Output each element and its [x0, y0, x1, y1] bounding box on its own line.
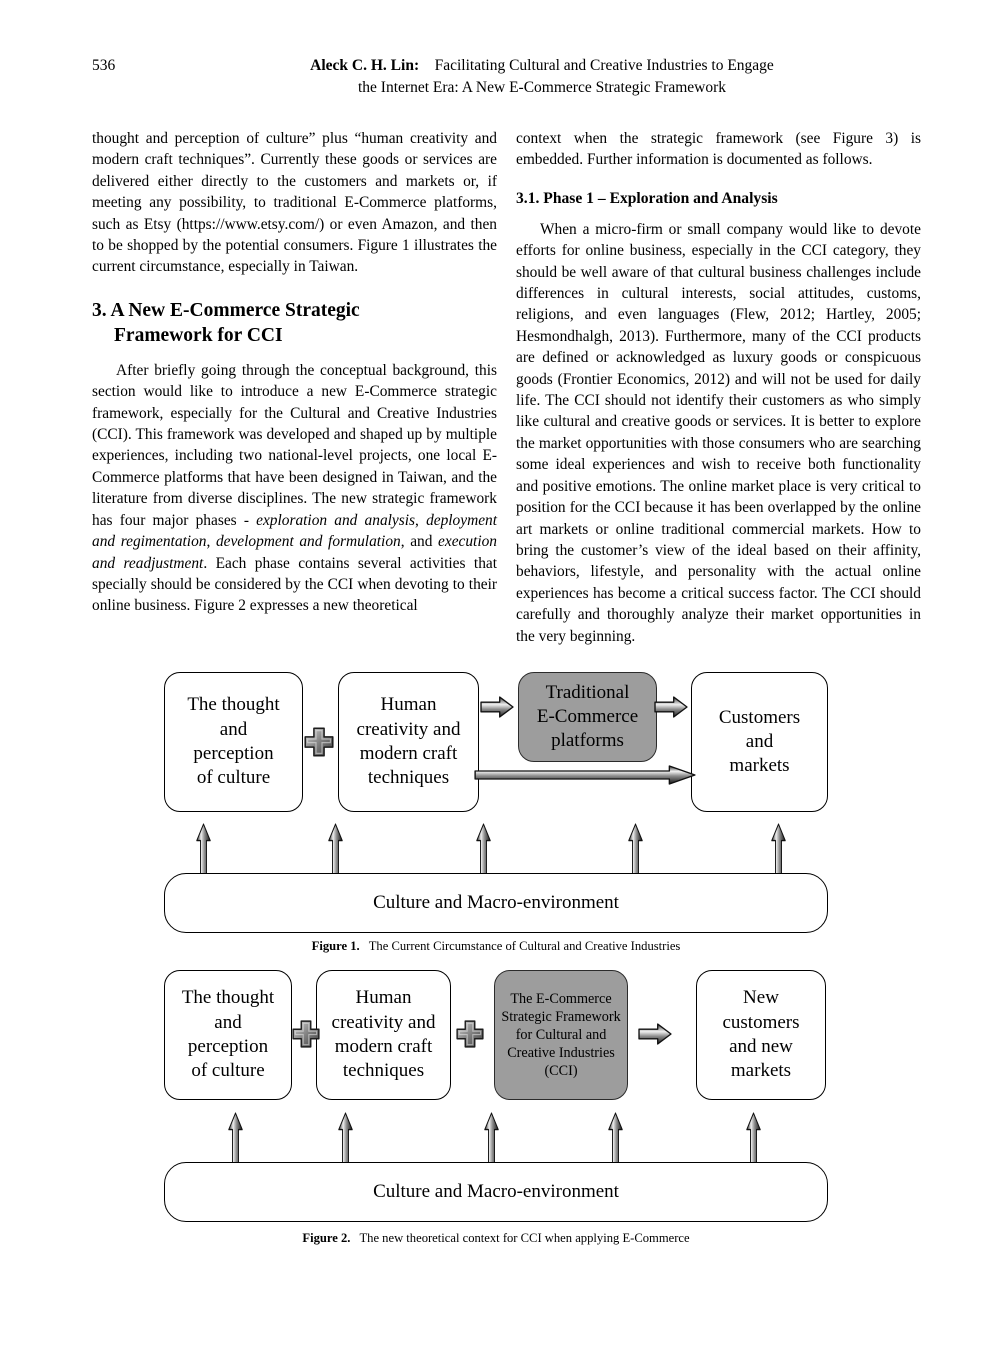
figure-1-caption-label: Figure 1. — [311, 939, 360, 953]
phase-2-term: deployment and regimentation — [92, 511, 498, 551]
figure-2-node-thought — [164, 970, 292, 1100]
phase-separator-3: , and — [400, 533, 439, 551]
running-head — [192, 55, 892, 99]
section-heading-3 — [92, 298, 497, 348]
subsection-heading-3-1: 3.1. Phase 1 – Exploration and Analysis — [516, 189, 778, 207]
section-title-line2: Framework for CCI — [114, 324, 283, 346]
figure-1-caption — [0, 938, 992, 955]
left-paragraph-2 — [92, 360, 497, 617]
section-number: 3. — [92, 299, 107, 321]
figure-2-up-arrow-icon-2 — [338, 1112, 353, 1167]
running-head-author: Aleck C. H. Lin: — [310, 57, 420, 74]
figure-2-plus-icon-2 — [456, 1020, 484, 1048]
figure-2-node-framework-label: The E-Commerce Strategic Framework for Cultural and Creative Industries (CCI) — [501, 990, 621, 1080]
left-paragraph-2-part-b: . Each phase contains several activities that specially should be considered by the CCI when devoting to their online business. Figure 2 expresses a new theoretical — [92, 554, 497, 615]
figure-1-node-platforms — [518, 672, 657, 762]
figure-2-environment-bar — [164, 1162, 828, 1222]
figure-2-environment-bar-label: Culture and Macro-environment — [373, 1181, 619, 1202]
page-number: 536 — [92, 57, 116, 74]
figure-1-caption-text: The Current Circumstance of Cultural and Creative Industries — [368, 939, 681, 953]
figure-2-node-creativity-label: Human creativity and modern craft techniques — [331, 987, 436, 1082]
figure-2-node-creativity — [316, 970, 451, 1100]
figure-1-up-arrow-icon-4 — [628, 823, 643, 878]
right-column — [516, 128, 921, 647]
figure-2-up-arrow-icon-5 — [746, 1112, 761, 1167]
figure-1-plus-icon-1 — [304, 727, 334, 757]
figure-1-up-arrow-icon-5 — [771, 823, 786, 878]
figure-1-up-arrow-icon-2 — [328, 823, 343, 878]
figure-2-up-arrow-icon-3 — [484, 1112, 499, 1167]
right-paragraph-2: When a micro-firm or small company would like to devote efforts for online business, especially in the CCI category, they should be well aware of that cultural business challenges include differences in cultural interests, social attitudes, customs, religions, and even languages (Flew, 2012; Hartley, 2005; Hesmondhalgh, 2013). Furthermore, many of the CCI products are defined or acknowledged as luxury goods or conspicuous goods (Frontier Economics, 2012) and will not be used for daily life. The CCI should not identify their customers as who simply like cultural and creative goods or services. It is better to explore the market opportunities with those consumers who are searching some ideal experiences and wish to receive both functionality and positive emotions. The online market place is very critical to position for the CCI because it has been overlapped by the online art markets or online traditional commercial markets. How to bring the customer’s view of the ideal based on their affinity, behaviors, lifestyle, and personality with the actual online experiences has become a critical success factor. The CCI should carefully and thoroughly analyze their market opportunities in the very beginning. — [516, 220, 921, 645]
figure-2 — [0, 960, 992, 1250]
phase-3-term: development and formulation — [215, 533, 401, 551]
figure-2-caption-label: Figure 2. — [302, 1231, 351, 1245]
phase-separator-2: , — [206, 533, 216, 551]
figure-1-node-thought — [164, 672, 303, 812]
section-title-line1: A New E-Commerce Strategic — [110, 299, 360, 321]
figure-1-long-right-arrow-icon — [474, 765, 696, 785]
figure-1-environment-bar — [164, 873, 828, 933]
figure-2-node-thought-label: The thought and perception of culture — [181, 987, 275, 1082]
running-head-title-line2: the Internet Era: A New E-Commerce Strategic Framework — [358, 79, 726, 96]
figure-1-up-arrow-icon-3 — [476, 823, 491, 878]
figure-1-node-customers — [691, 672, 828, 812]
figure-1-right-arrow-icon-1 — [480, 696, 514, 718]
figure-2-right-arrow-icon-1 — [638, 1023, 672, 1045]
phase-4-term: execution and readjustment — [92, 533, 497, 572]
figure-1-right-arrow-icon-2 — [654, 696, 688, 718]
figure-1-node-platforms-label: Traditional E-Commerce platforms — [536, 681, 639, 752]
figure-1-environment-bar-label: Culture and Macro-environment — [373, 892, 619, 913]
figure-2-caption-text: The new theoretical context for CCI when applying E-Commerce — [359, 1231, 690, 1245]
figure-2-up-arrow-icon-1 — [228, 1112, 243, 1167]
figure-2-node-newcustomers-label: New customers and new markets — [722, 987, 800, 1082]
left-column — [92, 128, 497, 617]
right-paragraph-1: context when the strategic framework (see Figure 3) is embedded. Further information is documented as follows. — [516, 130, 921, 169]
figure-1-node-customers-label: Customers and markets — [718, 706, 801, 777]
figure-1-node-creativity — [338, 672, 479, 812]
phase-separator-1: , — [415, 511, 427, 529]
figure-1-node-thought-label: The thought and perception of culture — [187, 694, 280, 789]
figure-2-node-newcustomers — [696, 970, 826, 1100]
figure-2-up-arrow-icon-4 — [608, 1112, 623, 1167]
figure-2-plus-icon-1 — [292, 1020, 320, 1048]
figure-2-caption — [0, 1230, 992, 1247]
figure-2-node-framework — [494, 970, 628, 1100]
left-paragraph-2-part-a: After briefly going through the conceptual background, this section would like to introduce a new E-Commerce strategic framework, especially for the Cultural and Creative Industries (CCI). This framework was developed and shaped up by multiple experiences, including two national-level projects, one local E-Commerce platforms that have been designed in Taiwan, and the literature from diverse disciplines. The new strategic framework has four major phases - — [92, 361, 497, 529]
figure-1 — [0, 660, 992, 960]
running-head-title-line1: Facilitating Cultural and Creative Industries to Engage — [434, 57, 774, 74]
figure-1-up-arrow-icon-1 — [196, 823, 211, 878]
page-header — [92, 55, 902, 101]
left-paragraph-1: thought and perception of culture” plus “human creativity and modern craft techniques”. Currently these goods or services are delivered either directly to the customers and markets or, if meeting any possibility, to traditional E-Commerce platforms, such as Etsy (https://www.etsy.com/) or even Amazon, and then to be shopped by the potential consumers. Figure 1 illustrates the current circumstance, especially in Taiwan. — [92, 130, 497, 276]
phase-1-term: exploration and analysis — [256, 511, 416, 529]
figure-1-node-creativity-label: Human creativity and modern craft techniques — [356, 694, 461, 789]
